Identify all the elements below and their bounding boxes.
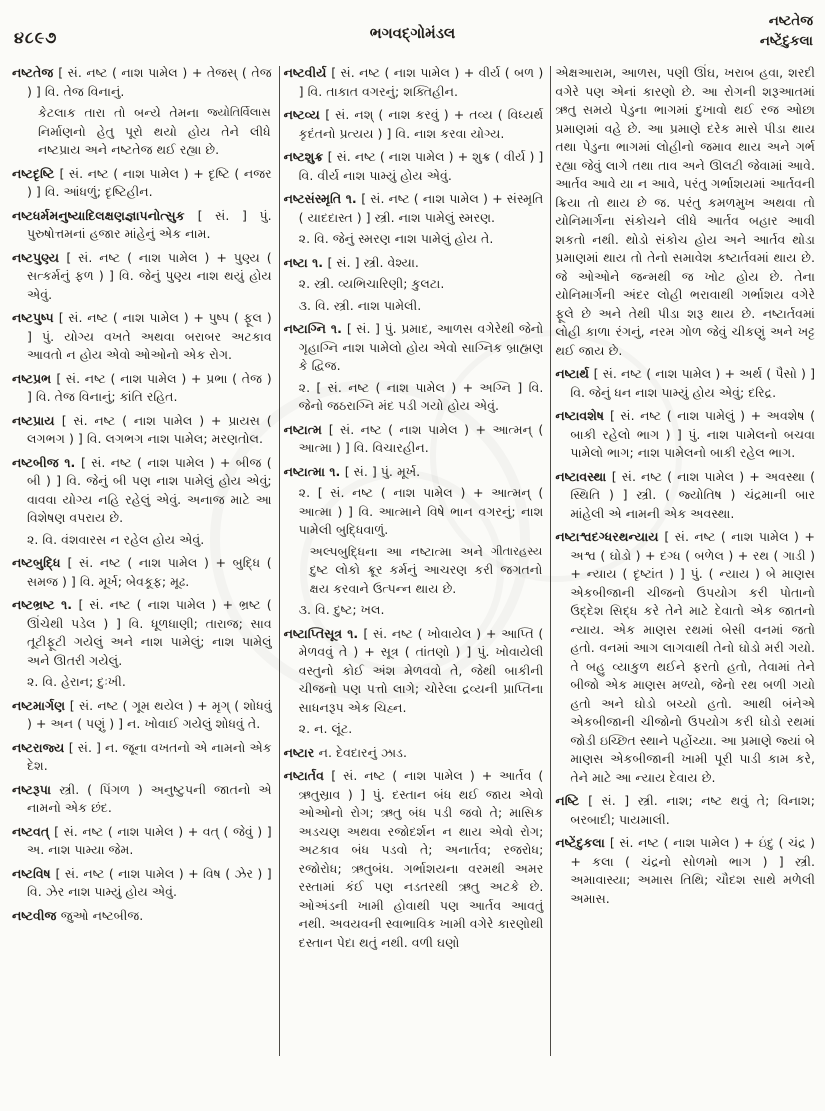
entry-text: [ સં. નષ્ટ ( નાશ પામેલ ) + વીર્ય ( બળ ) ] વિ. તાકાત વગરનું; શક્તિહીન. [298, 65, 544, 99]
dictionary-entry [12, 165, 272, 202]
sub-sense [284, 720, 544, 739]
headword: નષ્ટબુદ્ધિ [12, 555, 68, 570]
page-header [10, 10, 815, 62]
dictionary-entry [12, 596, 272, 670]
continuation-text [555, 64, 815, 360]
entry-text: [ સં. નષ્ટ ( નાશ પામેલ ) + પુણ્ય ( સત્કર્મનું ફળ ) ] વિ. જેનું પુણ્ય નાશ થયું હોય એવું. [27, 249, 272, 302]
sub-sense [284, 275, 544, 294]
citation-quote [284, 543, 544, 599]
dictionary-entry [284, 421, 544, 458]
dictionary-entry [12, 781, 272, 818]
headword: નષ્ટદૃષ્ટિ [12, 165, 60, 181]
entry-text: [ સં. નશ્ ( નાશ કરવું ) + તવ્ય ( વિધ્યર્થ કૃદંતનો પ્રત્યય ) ] વિ. નાશ કરવા યોગ્ય. [298, 107, 544, 141]
guide-word-first: નષ્ટતેજ [768, 13, 813, 29]
headword: નષ્ટપ્રાય [12, 412, 62, 428]
entry-text: ૨. વિ. જેનું સ્મરણ નાશ પામેલું હોય તે. [298, 231, 494, 246]
citation-quote [12, 104, 272, 160]
sub-sense [284, 297, 544, 316]
dictionary-entry [12, 697, 272, 734]
dictionary-entry [284, 744, 544, 763]
headword: નષ્ટાગ્નિ ૧. [283, 321, 347, 336]
headword: નષ્ટરાજ્ય [12, 739, 69, 755]
headword: નષ્ટવત્ [12, 823, 55, 839]
entry-text: [ સં. નષ્ટ ( નાશ પામેલ ) + શુક્ર ( વીર્ય ) ] વિ. વીર્ય નાશ પામ્યું હોય એવું. [298, 149, 544, 183]
headword: નષ્ટબીજ ૧. [12, 454, 81, 470]
entry-text: સ્ત્રી. ( પિંગળ ) અનુષ્ટુપની જાતનો એ નામનો એક છંદ. [27, 781, 272, 815]
headword: નષ્ટેંદુકલા [555, 835, 610, 850]
dictionary-entry [12, 823, 272, 860]
dictionary-entry [555, 792, 815, 829]
entry-text: [ સં. નષ્ટ ( નાશ પામેલ ) + ભ્રષ્ટ ( ઊંચેથી પડેલ ) ] વિ. ધૂળધાણી; તારાજ; સાવ તૂટીફૂટી ગયેલું અને નાશ પામેલું; નાશ પામેલું અને ઊતરી ગયેલું. [27, 597, 272, 668]
headword: નષ્ટવ્ય [283, 107, 326, 122]
entry-text: [ સં. નષ્ટ ( નાશ પામેલ ) + વિષ ( ઝેર ) ] વિ. ઝેર નાશ પામ્યું હોય એવું. [27, 865, 272, 899]
guide-words [760, 12, 813, 51]
dictionary-entry [284, 148, 544, 185]
headword: નષ્ટાત્મા ૧. [283, 463, 345, 479]
headword: નષ્ટાર્થ [555, 366, 594, 381]
headword: નષ્ટાર્તવ [283, 768, 332, 783]
headword: નષ્ટવીર્ય [283, 65, 332, 80]
dictionary-entry [12, 370, 272, 407]
entry-text: [ સં. નષ્ટ ( નાશ પામેલ ) + અશ્વ ( ઘોડો ) + દગ્ધ ( બળેલ ) + રથ ( ગાડી ) + ન્યાય ( દૃષ્ટાંત ) ] પું. ( ન્યાય ) બે માણસ એકબીજાની ચીજનો ઉપયોગ કરી પોતાનો ઉદ્દેશ સિદ્ધ કરે તેને માટે દેવાતો એક જાતનો ન્યાય. એક માણસ રથમાં બેસી વનમાં જતો હતો. વનમાં આગ લાગવાથી તેનો ઘોડો મરી ગયો. તે બહુ વ્યાકુળ થઈને ફરતો હતો, તેવામાં તેને બીજો એક માણસ મળ્યો, જેનો રથ બળી ગયો હતો અને ઘોડો બચ્યો હતો. આથી બંનેએ એકબીજાની ચીજોનો ઉપયોગ કરી ઘોડો રથમાં જોડી ઇચ્છિત સ્થાને પહોંચ્યા. આ પ્રમાણે જ્યાં બે માણસ એકબીજાની ખામી પૂરી પાડી કામ કરે, તેને માટે આ ન્યાય દેવાય છે. [570, 529, 816, 785]
entry-text: અલ્પબુદ્ધિના આ નષ્ટાત્મા અને દુષ્ટ લોકો ક્રૂર કર્મનું આચરણ કરી જગતનો ક્ષય કરવાને ઉત્પન્ન થાય છે. [309, 543, 543, 596]
guide-word-last: નષ્ટેંદુકલા [759, 32, 813, 49]
headword: નષ્ટભ્રષ્ટ ૧. [12, 597, 79, 612]
entry-text: ૨. વિ. વંશવારસ ન રહેલ હોય એવું. [27, 531, 205, 547]
dictionary-entry [284, 106, 544, 143]
dictionary-entry [555, 468, 815, 524]
dictionary-entry [284, 320, 544, 376]
headword: નષ્ટપ્રભ [12, 370, 57, 386]
headword: નષ્ટાર [283, 744, 319, 760]
entry-text: [ સં. નષ્ટ ( નાશ પામેલ ) + વત્ ( જેવું ) ] અ. નાશ પામ્યા જેમ. [27, 823, 272, 857]
entry-text: [ સં. ] પું. પ્રમાદ, આળસ વગેરેથી જેનો ગૃહાગ્નિ નાશ પામેલો હોય એવો સાગ્નિક બ્રાહ્મણ કે દ્વિજ. [298, 321, 544, 373]
dictionary-entry [284, 625, 544, 718]
entry-text: [ સં. ] સ્ત્રી. વેશ્યા. [327, 254, 419, 270]
entry-text: [ સં. ] પું. મૂર્ખ. [344, 463, 421, 479]
headword: નષ્ટપુષ્પ [12, 310, 59, 325]
headword: નષ્ટરૂપા [12, 781, 60, 797]
entry-text: [ સં. ] સ્ત્રી. નાશ; નષ્ટ થવું તે; વિનાશ; બરબાદી; પાયમાલી. [570, 793, 816, 827]
column-2 [282, 62, 551, 1102]
dictionary-entry [12, 865, 272, 902]
entry-text: [ સં. નષ્ટ ( નાશ પામેલ ) + બુદ્ધિ ( સમજ ) ] વિ. મૂર્ખ; બેવકૂફ; મૂઢ. [27, 555, 272, 589]
column-divider [550, 66, 551, 1056]
dictionary-entry [12, 412, 272, 449]
headword: નષ્ટધર્મમનુષ્યાદિલક્ષણજ્ઞાપનોત્સુક [12, 207, 198, 223]
headword: નષ્ટાવસ્થા [555, 468, 612, 484]
headword: નષ્ટાવશેષ [555, 408, 610, 423]
column-1 [10, 62, 279, 1102]
entry-text: [ સં. નષ્ટ ( ગૂમ થયેલ ) + મૃગ્ ( શોધવું ) + અન ( પણું ) ] ન. ખોવાઈ ગયેલું શોધવું તે. [27, 697, 272, 731]
dictionary-entry [12, 249, 272, 305]
entry-text: કેટલાક તારા તો બન્યે તેમના નિર્માણનો હેતુ પૂરો થયો હોય તેને લીધે નષ્ટપ્રાય અને નષ્ટતેજ થઈ રહ્યા છે. [38, 105, 271, 157]
dictionary-entry [555, 365, 815, 402]
headword: નષ્ટસંસ્મૃતિ ૧. [283, 191, 362, 206]
dictionary-entry [284, 463, 544, 482]
dictionary-entry [555, 834, 815, 908]
entry-text: ૨. સ્ત્રી. વ્યભિચારિણી; કુલટા. [298, 276, 445, 291]
dictionary-entry [12, 64, 272, 101]
entry-text: [ સં. નષ્ટ ( નાશ પામેલ ) + દૃષ્ટિ ( નજર ) ] વિ. આંધળું; દૃષ્ટિહીન. [27, 165, 272, 199]
entry-text: [ સં. નષ્ટ ( નાશ પામેલ ) + તેજસ્ ( તેજ ) ] વિ. તેજ વિનાનું. [27, 65, 272, 99]
sub-sense [284, 379, 544, 416]
dictionary-entry [12, 309, 272, 365]
dictionary-entry [12, 739, 272, 776]
entry-text: ન. દેવદારનું ઝાડ. [318, 744, 407, 760]
dictionary-entry [284, 767, 544, 952]
headword: નષ્ટમાર્ગણ [12, 697, 70, 713]
headword: નષ્ટાપ્તિસૂત્ર ૧. [283, 625, 364, 641]
headword: નષ્ટવિષ [12, 865, 56, 881]
dictionary-entry [555, 528, 815, 787]
entry-text: જુઓ નષ્ટબીજ. [60, 907, 144, 923]
column-3 [553, 62, 815, 1102]
entry-text: [ સં. નષ્ટ ( નાશ પામેલ ) + અર્થ ( પૈસો ) ] વિ. જેનું ધન નાશ પામ્યું હોય એવું; દરિદ્ર. [570, 366, 816, 400]
entry-text: ૨. [ સં. નષ્ટ ( નાશ પામેલ ) + અગ્નિ ] વિ. જેનો જઠરાગ્નિ મંદ પડી ગયો હોય એવું. [298, 379, 544, 413]
sub-sense [284, 484, 544, 540]
page-number: ૪૮૯૭ [14, 28, 58, 47]
sub-sense [284, 601, 544, 620]
text-columns [10, 62, 815, 1102]
dictionary-entry [12, 454, 272, 528]
source-citation: ગીતારહસ્ય [490, 543, 543, 558]
entry-text: [ સં. નષ્ટ ( ખોવાયેલ ) + આપ્તિ ( મેળવવું તે ) + સૂત્ર ( તાંતણો ) ] પું. ખોવાયેલી વસ્તુનો કોઈ અંશ મેળવવો તે, જેથી બાકીની ચીજનો પણ પત્તો લાગે; ચોરેલા દ્રવ્યની પ્રાપ્તિના સાધનરૂપ એક ચિહ્ન. [298, 625, 544, 715]
book-title: ભગવદ્ગોમંડલ [369, 24, 456, 42]
dictionary-entry [284, 190, 544, 227]
dictionary-entry [555, 407, 815, 463]
entry-text: [ સં. નષ્ટ ( નાશ પામેલ ) + આત્મન્ ( આત્મા ) ] વિ. વિચારહીન. [298, 421, 544, 455]
headword: નષ્ટશુક્ર [283, 149, 328, 164]
entry-text: [ સં. નષ્ટ ( નાશ પામેલ ) + પ્રાયસ ( લગભગ ) ] વિ. લગભગ નાશ પામેલ; મરણતોલ. [27, 412, 272, 446]
entry-text: એક્ષઆરામ, આળસ, પણી ઊંઘ, ખરાબ હવા, શરદી વગેરે પણ એનાં કારણો છે. આ રોગની શરૂઆતમાં ઋતુ સમયે પેડુના ભાગમાં દુખાવો થઈ રજ ઓછા પ્રમાણમાં વહે છે. આ પ્રમાણે દરેક માસે પીડા થાય તથા પેડુના ભાગમાં લોહીનો જમાવ થાય અને ગર્ભ રહ્યા જેવું લાગે તથા તાવ અને ઊલટી જેવામાં આવે. આર્તવ આવે યા ન આવે, પરંતુ ગર્ભાશયમાં આર્તવની ક્રિયા તો થાય છે જ. પરંતુ કમળમુખ અથવા તો યોનિમાર્ગના સંકોચને લીધે આર્તવ બહાર આવી શકતો નથી. થોડો સંકોચ હોય અને આર્તવ થોડા પ્રમાણમાં થાય તો તેનો સમાવેશ કષ્ટાર્તવમાં થાય છે. જે ઓઓને જન્મથી જ ખોટ હોય છે. તેના યોનિમાર્ગની અંદર લોહી ભરાવાથી ગર્ભાશય વગેરે ફૂલે છે અને તેથી પીડા શરૂ થાય છે. નષ્ટાર્તવમાં લોહી કાળા રંગનું, નરમ ગોળ જેવું ચીકણું અને ખટ્ટ થઈ જાય છે. [555, 65, 816, 358]
entry-text: ૨. [ સં. નષ્ટ ( નાશ પામેલ ) + આત્મન્ ( આત્મા ) ] વિ. આત્માને વિષે ભાન વગરનું; નાશ પામેલી બુદ્ધિવાળું. [298, 485, 544, 537]
entry-text: [ સં. ] ન. જૂના વખતનો એ નામનો એક દેશ. [27, 739, 272, 773]
entry-text: ૨. વિ. હેરાન; દુઃખી. [27, 674, 126, 689]
headword: નષ્ટા ૧. [283, 254, 328, 270]
headword: નષ્ટવીજ [12, 907, 61, 923]
column-divider [279, 66, 280, 1056]
entry-text: [ સં. નષ્ટ ( નાશ પામેલ ) + સંસ્મૃતિ ( યાદદાસ્ત ) ] સ્ત્રી. નાશ પામેલું સ્મરણ. [298, 191, 544, 225]
dictionary-entry [12, 907, 272, 926]
sub-sense [284, 230, 544, 249]
entry-text: ૩. વિ. સ્ત્રી. નાશ પામેલી. [298, 297, 422, 313]
dictionary-entry [12, 554, 272, 591]
headword: નષ્ટિ [555, 793, 589, 808]
entry-text: ૨. ન. લૂંટ. [298, 721, 353, 736]
entry-text: [ સં. નષ્ટ ( નાશ પામેલ ) + પ્રભા ( તેજ ) ] વિ. તેજ વિનાનું; કાંતિ રહિત. [27, 370, 272, 404]
entry-text: [ સં. નષ્ટ ( નાશ પામેલ ) + અવસ્થા ( સ્થિતિ ) ] સ્ત્રી. ( જ્યોતિષ ) ચંદ્રમાની બાર માંહેલી એ નામની એક અવસ્થા. [570, 468, 816, 521]
entry-text: [ સં. ] પું. પુરુષોત્તમનાં હજાર માંહેનું એક નામ. [27, 207, 272, 241]
headword: નષ્ટતેજ [12, 65, 59, 80]
dictionary-entry [284, 254, 544, 273]
sub-sense [12, 673, 272, 692]
source-citation: જ્યોતિર્વિલાસ [207, 105, 271, 119]
headword: નષ્ટપુણ્ય [12, 249, 67, 265]
entry-text: [ સં. નષ્ટ ( નાશ પામેલ ) + ઇંદુ ( ચંદ્ર ) + કલા ( ચંદ્રનો સોળમો ભાગ ) ] સ્ત્રી. અમાવાસ્યા; અમાસ તિથિ; ચૌદશ સાથે મળેલી અમાસ. [570, 835, 816, 906]
sub-sense [12, 531, 272, 550]
entry-text: [ સં. નષ્ટ ( નાશ પામેલ ) + આર્તવ ( ઋતુસ્રાવ ) ] પું. દસ્તાન બંધ થઈ જાય એવો ઓઓનો રોગ; ઋતુ બંધ પડી જવો તે; માસિક અડચણ અથવા રજોદર્શન ન થાય એવો રોગ; અટકાવ બંધ પડવો તે; અનાર્તવ; રજરોધ; રજોરોધ; ઋતુબંધ. ગર્ભાશયના વરમથી અમર રસ્તામાં કંઈ પણ નડતરથી ઋતુ અટકે છે. ઓઅંડની ખામી હોવાથી પણ આર્તવ આવતું નથી. અવયવની સ્વાભાવિક ખામી વગેરે કારણોથી દસ્તાન પેદા થતું નથી. વળી ઘણો [298, 768, 544, 950]
entry-text: [ સં. નષ્ટ ( નાશ પામેલ ) + પુષ્પ ( ફૂલ ) ] પું. યોગ્ય વખતે અથવા બરાબર અટકાવ આવતો ન હોય એવો ઓઓનો એક રોગ. [27, 310, 272, 362]
entry-text: [ સં. નષ્ટ ( નાશ પામેલું ) + અવશેષ ( બાકી રહેલો ભાગ ) ] પું. નાશ પામેલનો બચવા પામેલો ભાગ; નાશ પામેલનો બાકી રહેલ ભાગ. [570, 408, 816, 460]
headword: નષ્ટાશ્વદગ્ધરથન્યાય [555, 529, 665, 544]
dictionary-entry [12, 207, 272, 244]
entry-text: ૩. વિ. દુષ્ટ; ખલ. [298, 602, 385, 617]
entry-text: [ સં. નષ્ટ ( નાશ પામેલ ) + બીજ ( બી ) ] વિ. જેનું બી પણ નાશ પામેલું હોય એવું; વાવવા યોગ્ય નહિ રહેલું એવું. અનાજ માટે આ વિશેષણ વપરાય છે. [27, 454, 272, 525]
headword: નષ્ટાત્મ [283, 421, 329, 437]
dictionary-entry [284, 64, 544, 101]
